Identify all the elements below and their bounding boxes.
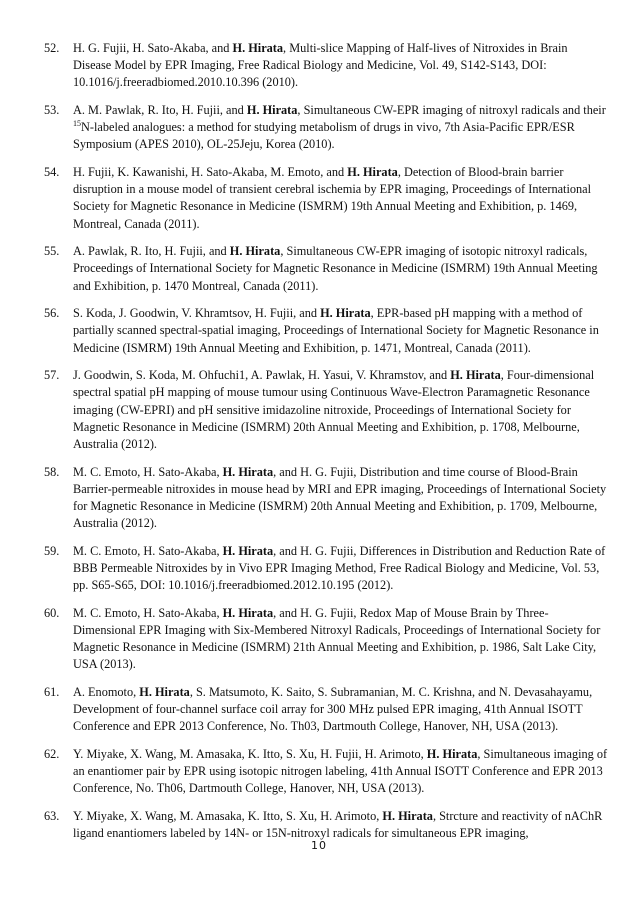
highlighted-author: H. Hirata (347, 165, 398, 179)
page-number: 10 (311, 839, 327, 852)
highlighted-author: H. Hirata (222, 543, 274, 558)
reference-number: 55. (44, 244, 60, 259)
reference-number: 60. (44, 605, 60, 620)
reference-item: 54. H. Fujii, K. Kawanishi, H. Sato-Akaba, M. Emoto, and H. Hirata, Detection of Blood-brain barrier disruption in a mouse model of transient cerebral ischemia by EPR imaging, Proceedings of International Society for Magnetic Resonance in Medicine (ISMRM) 19th Annual Meeting and Exhibition, p. 1469, Montreal, Canada (2011). (44, 165, 592, 231)
highlighted-author: H. Hirata (229, 244, 281, 259)
highlighted-author: H. Hirata (426, 747, 478, 762)
reference-list (0, 40, 638, 853)
reference-item: 62. Y. Miyake, X. Wang, M. Amasaka, K. Itto, S. Xu, H. Fujii, H. Arimoto, H. Hirata, Simultaneous imaging of an enantiomer pair by EPR using isotopic nitrogen labeling, 41th Annual ISOTT Conference and EPR 2013 Conference, No. Th06, Dartmouth College, Hanover, NH, USA (2013). (44, 747, 608, 796)
highlighted-author: H. Hirata (450, 368, 501, 383)
reference-item: 63. Y. Miyake, X. Wang, M. Amasaka, K. Itto, S. Xu, H. Arimoto, H. Hirata, Strcture and reactivity of nAChR ligand enantiomers labeled by 14N- or 15N-nitroxyl radicals for simultaneous EPR imaging, (44, 809, 603, 841)
reference-number: 63. (44, 809, 60, 824)
reference-item: 56. S. Koda, J. Goodwin, V. Khramtsov, H. Fujii, and H. Hirata, EPR-based pH mapping with a method of partially scanned spectral-spatial imaging, Proceedings of International Society for Magnetic Resonance in Medicine (ISMRM) 19th Annual Meeting and Exhibition, p. 1471, Montreal, Canada (2011). (44, 306, 599, 355)
reference-number: 56. (44, 306, 60, 321)
highlighted-author: H. Hirata (222, 464, 274, 479)
reference-item: 57. J. Goodwin, S. Koda, M. Ohfuchi1, A. Pawlak, H. Yasui, V. Khramstov, and H. Hirata, Four-dimensional spectral spatial pH mapping of mouse tumour using Continuous Wave-Electron Paramagnetic Resonance imaging (CW-EPRI) and pH sensitive imidazoline nitroxide, Proceedings of International Society for Magnetic Resonance in Medicine (ISMRM) 20th Annual Meeting and Exhibition, p. 1708, Melbourne, Australia (2012). (44, 368, 595, 452)
reference-item: 58. M. C. Emoto, H. Sato-Akaba, H. Hirata, and H. G. Fujii, Distribution and time course of Blood-Brain Barrier-permeable nitroxides in mouse head by MRI and EPR imaging, Proceedings of International Society for Magnetic Resonance in Medicine (ISMRM) 20th Annual Meeting and Exhibition, p. 1709, Melbourne, Australia (2012). (44, 464, 607, 531)
reference-number: 61. (44, 685, 60, 700)
reference-item: 59. M. C. Emoto, H. Sato-Akaba, H. Hirata, and H. G. Fujii, Differences in Distribution and Reduction Rate of BBB Permeable Nitroxides by in Vivo EPR Imaging Method, Free Radical Biology and Medicine, Vol. 53, pp. S65-S65, DOI: 10.1016/j.freeradbiomed.2012.10.195 (2012). (44, 543, 606, 593)
highlighted-author: H. Hirata (320, 306, 371, 321)
reference-item: 52. H. G. Fujii, H. Sato-Akaba, and H. Hirata, Multi-slice Mapping of Half-lives of Nitroxides in Brain Disease Model by EPR Imaging, Free Radical Biology and Medicine, Vol. 49, S142-S143, DOI: 10.1016/j.freeradbiomed.2010.10.396 (2010). (44, 41, 568, 90)
highlighted-author: H. Hirata (232, 41, 284, 55)
reference-number: 58. (44, 464, 60, 479)
reference-number: 52. (44, 41, 60, 55)
reference-number: 54. (44, 165, 60, 179)
reference-item: 61. A. Enomoto, H. Hirata, S. Matsumoto, K. Saito, S. Subramanian, M. C. Krishna, and N. Devasahayamu, Development of four-channel surface coil array for 300 MHz pulsed EPR imaging, 41th Annual ISOTT Conference and EPR 2013 Conference, No. Th03, Dartmouth College, Hanover, NH, USA (2013). (44, 685, 593, 734)
reference-item: 60. M. C. Emoto, H. Sato-Akaba, H. Hirata, and H. G. Fujii, Redox Map of Mouse Brain by Three-Dimensional EPR Imaging with Six-Membered Nitroxyl Radicals, Proceedings of International Society for Magnetic Resonance in Medicine (ISMRM) 21th Annual Meeting and Exhibition, p. 1986, Salt Lake City, USA (2013). (44, 605, 601, 672)
highlighted-author: H. Hirata (139, 685, 190, 700)
reference-number: 59. (44, 543, 60, 558)
highlighted-author: H. Hirata (382, 809, 433, 824)
reference-item: 53. A. M. Pawlak, R. Ito, H. Fujii, and H. Hirata, Simultaneous CW-EPR imaging of nitroxyl radicals and their $^{15}$N-labeled analogues: a method for studying metabolism of drugs in vivo, 7th Asia-Pacific EPR/ESR Symposium (APES 2010), OL-25Jeju, Korea (2010). (44, 103, 606, 152)
reference-number: 53. (44, 103, 60, 117)
reference-number: 57. (44, 368, 60, 383)
highlighted-author: H. Hirata (246, 103, 298, 117)
reference-item: 55. A. Pawlak, R. Ito, H. Fujii, and H. Hirata, Simultaneous CW-EPR imaging of isotopic nitroxyl radicals, Proceedings of International Society for Magnetic Resonance in Medicine (ISMRM) 19th Annual Meeting and Exhibition, p. 1470 Montreal, Canada (2011). (44, 244, 598, 293)
reference-number: 62. (44, 747, 60, 762)
superscript: 15 (73, 119, 81, 129)
highlighted-author: H. Hirata (222, 605, 274, 620)
